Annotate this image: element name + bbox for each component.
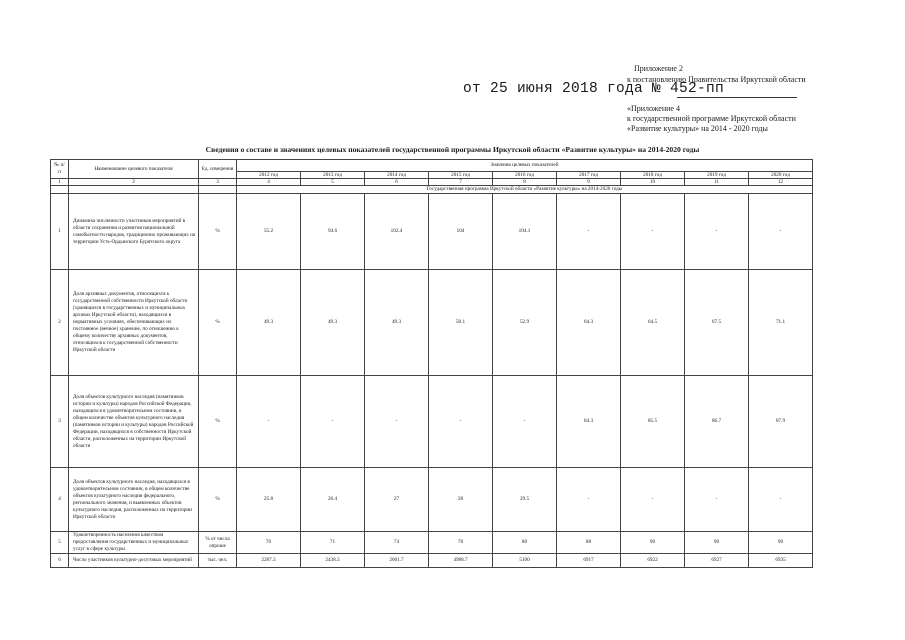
year-header: 2017 год <box>557 172 621 179</box>
value-cell: 6922 <box>621 554 685 568</box>
column-number: 5 <box>301 179 365 186</box>
indicators-table <box>50 159 813 568</box>
value-cell: 50.1 <box>429 270 493 376</box>
date-underline <box>677 97 797 98</box>
appendix-4-line-2: «Развитие культуры» на 2014 - 2020 годы <box>627 124 768 133</box>
value-cell: 49.3 <box>365 270 429 376</box>
value-cell: 64.3 <box>557 270 621 376</box>
program-row-cell-3 <box>199 186 237 194</box>
year-header: 2015 год <box>429 172 493 179</box>
column-number: 8 <box>493 179 557 186</box>
value-cell: 2287.3 <box>237 554 301 568</box>
row-number: 3 <box>51 376 69 468</box>
value-cell: 90 <box>749 532 813 554</box>
table-row <box>51 194 813 270</box>
header-values: Значения целевых показателей <box>237 160 813 172</box>
year-header: 2019 год <box>685 172 749 179</box>
unit-cell: % <box>199 376 237 468</box>
column-number: 11 <box>685 179 749 186</box>
value-cell: 26.4 <box>301 468 365 532</box>
row-number: 4 <box>51 468 69 532</box>
value-cell: 88 <box>557 532 621 554</box>
indicator-name: Доля архивных документов, относящихся к государственной собственности Иркутской области (хранящихся в государственных и муниципальных архивах Иркутской области), находящихся в нормативных условиях, обеспечивающих их постоянное (вечное) хранение, по отношению к общему количеству архивных документов, относящихся к государственной собственности Иркутской области <box>69 270 199 376</box>
unit-cell: % от числа опроше <box>199 532 237 554</box>
indicator-name: Доля объектов культурного наследия (памятников истории и культуры) народов Российской Федерации, находящихся в удовлетворительном состоянии, в общем количестве объектов культурного наследия (памятников истории и культуры) народов Российской Федерации, находящихся в собственности Иркутской области, расположенных на территории Иркутской области <box>69 376 199 468</box>
column-number: 2 <box>69 179 199 186</box>
year-header: 2018 год <box>621 172 685 179</box>
program-row-cell-1 <box>51 186 69 194</box>
column-number: 6 <box>365 179 429 186</box>
value-cell: - <box>685 468 749 532</box>
unit-cell: % <box>199 194 237 270</box>
value-cell: 55.2 <box>237 194 301 270</box>
value-cell: - <box>429 376 493 468</box>
value-cell: - <box>621 468 685 532</box>
appendix-4-line-1: к государственной программе Иркутской области <box>627 114 796 123</box>
value-cell: 87.9 <box>749 376 813 468</box>
value-cell: 90 <box>621 532 685 554</box>
column-number: 9 <box>557 179 621 186</box>
year-header: 2013 год <box>301 172 365 179</box>
value-cell: 104 <box>429 194 493 270</box>
value-cell: 27 <box>365 468 429 532</box>
value-cell: 4988.7 <box>429 554 493 568</box>
value-cell: 29.5 <box>493 468 557 532</box>
value-cell: 28 <box>429 468 493 532</box>
year-header: 2016 год <box>493 172 557 179</box>
indicator-name: Динамика численности участников мероприятий в области сохранения и развития национальной самобытности народов, традиционно проживающих на территории Усть-Ордынского Бурятского округа <box>69 194 199 270</box>
value-cell: 78 <box>429 532 493 554</box>
value-cell: - <box>301 376 365 468</box>
table-row <box>51 468 813 532</box>
header-name: Наименование целевого показателя <box>69 160 199 179</box>
value-cell: 67.5 <box>685 270 749 376</box>
indicator-name: Число участников культурно-досуговых мероприятий <box>69 554 199 568</box>
indicator-name: Удовлетворенность населения качеством предоставления государственных и муниципальных услуг в сфере культуры <box>69 532 199 554</box>
column-number: 1 <box>51 179 69 186</box>
value-cell: 6935 <box>749 554 813 568</box>
value-cell: 71 <box>301 532 365 554</box>
value-cell: - <box>237 376 301 468</box>
column-number: 10 <box>621 179 685 186</box>
value-cell: 71.1 <box>749 270 813 376</box>
value-cell: - <box>557 468 621 532</box>
unit-cell: % <box>199 468 237 532</box>
column-number: 7 <box>429 179 493 186</box>
value-cell: 6927 <box>685 554 749 568</box>
value-cell: 25.8 <box>237 468 301 532</box>
header-no: № п/п <box>51 160 69 179</box>
value-cell: 2438.3 <box>301 554 365 568</box>
value-cell: 104.1 <box>493 194 557 270</box>
unit-cell: % <box>199 270 237 376</box>
row-number: 5 <box>51 532 69 554</box>
value-cell: 64.5 <box>621 270 685 376</box>
value-cell: 84.3 <box>557 376 621 468</box>
table-row <box>51 376 813 468</box>
unit-cell: тыс. чел. <box>199 554 237 568</box>
value-cell: 102.4 <box>365 194 429 270</box>
document-title: Сведения о составе и значениях целевых показателей государственной программы Иркутской области «Развитие культуры» на 2014-2020 годы <box>205 145 700 154</box>
value-cell: 49.3 <box>301 270 365 376</box>
column-number-row <box>51 179 813 186</box>
value-cell: - <box>365 376 429 468</box>
value-cell: 6917 <box>557 554 621 568</box>
year-header: 2014 год <box>365 172 429 179</box>
value-cell: - <box>749 194 813 270</box>
value-cell: 5100 <box>493 554 557 568</box>
value-cell: - <box>749 468 813 532</box>
value-cell: 85.5 <box>621 376 685 468</box>
row-number: 2 <box>51 270 69 376</box>
resolution-date: от 25 июня 2018 года № 452-пп <box>463 81 725 97</box>
column-number: 3 <box>199 179 237 186</box>
header-unit: Ед. измерения <box>199 160 237 179</box>
row-number: 6 <box>51 554 69 568</box>
row-number: 1 <box>51 194 69 270</box>
value-cell: - <box>685 194 749 270</box>
table-row <box>51 554 813 568</box>
value-cell: 80 <box>493 532 557 554</box>
value-cell: 70 <box>237 532 301 554</box>
year-header: 2020 год <box>749 172 813 179</box>
value-cell: 86.7 <box>685 376 749 468</box>
value-cell: 74 <box>365 532 429 554</box>
table-row <box>51 270 813 376</box>
program-row-cell-2 <box>69 186 199 194</box>
value-cell: 49.3 <box>237 270 301 376</box>
table-row <box>51 532 813 554</box>
column-number: 4 <box>237 179 301 186</box>
value-cell: 2601.7 <box>365 554 429 568</box>
value-cell: - <box>621 194 685 270</box>
program-row: Государственная программа Иркутской области «Развитие культуры» на 2014-2020 годы <box>237 186 813 194</box>
indicator-name: Доля объектов культурного наследия, находящихся в удовлетворительном состоянии, в общем количестве объектов культурного наследия федерального, регионального значения, и выявленных объектов культурного наследия, расположенных на территории Иркутской области <box>69 468 199 532</box>
value-cell: 90 <box>685 532 749 554</box>
value-cell: - <box>493 376 557 468</box>
appendix-2-label: Приложение 2 <box>634 64 683 73</box>
value-cell: - <box>557 194 621 270</box>
appendix-2-subtitle: к постановлению Правительства Иркутской области <box>627 75 806 84</box>
appendix-4-label: «Приложение 4 <box>627 104 680 113</box>
column-number: 12 <box>749 179 813 186</box>
value-cell: 52.9 <box>493 270 557 376</box>
year-header: 2012 год <box>237 172 301 179</box>
value-cell: 94.6 <box>301 194 365 270</box>
